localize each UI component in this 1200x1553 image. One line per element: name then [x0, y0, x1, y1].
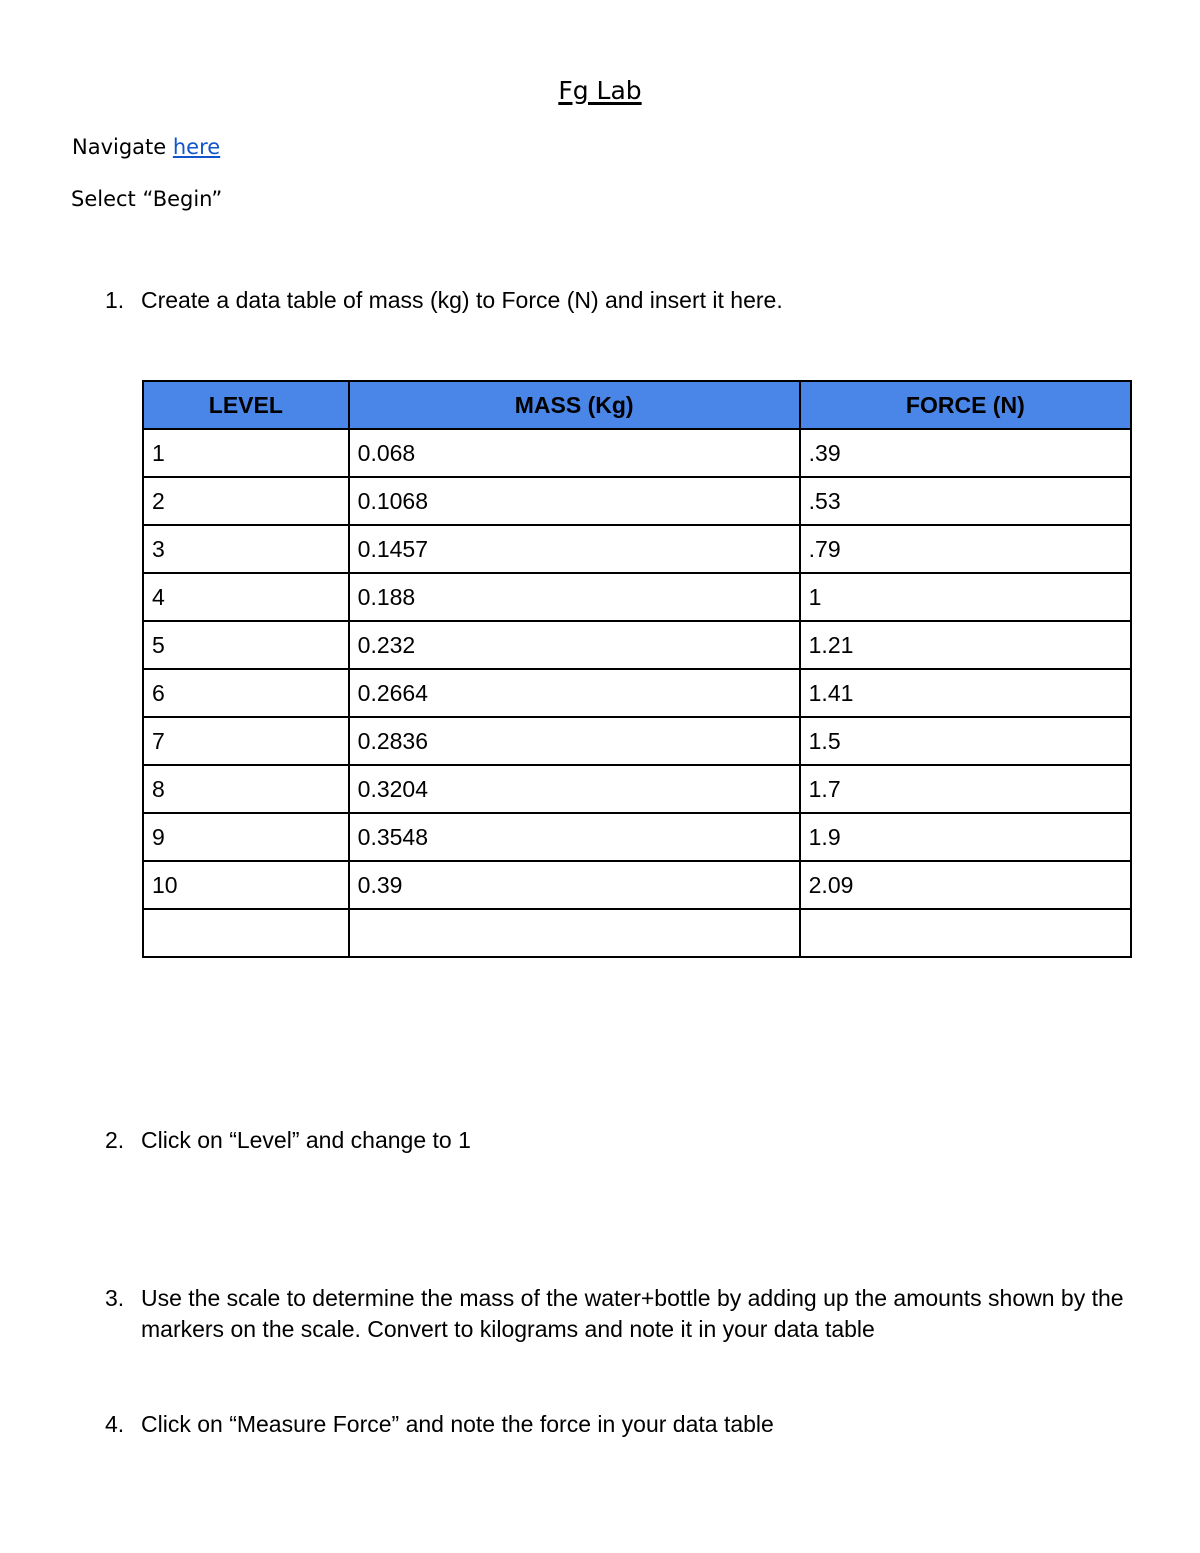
cell-level: 7 [143, 717, 349, 765]
step-4 [105, 1409, 774, 1440]
step-number: 4. [105, 1411, 125, 1437]
table-row [143, 525, 1131, 573]
cell-force [800, 909, 1131, 957]
cell-level: 10 [143, 861, 349, 909]
table-row [143, 669, 1131, 717]
step-number: 1. [105, 287, 125, 313]
navigate-line [72, 135, 220, 159]
table-header-row [143, 381, 1131, 429]
cell-mass: 0.39 [349, 861, 800, 909]
cell-force: .53 [800, 477, 1131, 525]
step-text: Create a data table of mass (kg) to Force (N) and insert it here. [141, 287, 783, 313]
table-row [143, 765, 1131, 813]
cell-mass: 0.2836 [349, 717, 800, 765]
cell-force: 2.09 [800, 861, 1131, 909]
cell-force: 1.21 [800, 621, 1131, 669]
cell-level: 8 [143, 765, 349, 813]
header-mass: MASS (Kg) [349, 381, 800, 429]
step-number: 3. [105, 1285, 125, 1311]
cell-level: 4 [143, 573, 349, 621]
step-1 [105, 285, 783, 316]
cell-level: 3 [143, 525, 349, 573]
step-2 [105, 1125, 471, 1156]
table-row [143, 717, 1131, 765]
select-begin-text: Select “Begin” [71, 187, 223, 211]
cell-force: 1 [800, 573, 1131, 621]
step-text: Click on “Level” and change to 1 [141, 1127, 471, 1153]
cell-level: 1 [143, 429, 349, 477]
cell-force: 1.9 [800, 813, 1131, 861]
cell-mass: 0.232 [349, 621, 800, 669]
cell-mass: 0.1457 [349, 525, 800, 573]
table-row [143, 813, 1131, 861]
step-text: Click on “Measure Force” and note the force in your data table [141, 1411, 774, 1437]
cell-level: 9 [143, 813, 349, 861]
cell-mass: 0.2664 [349, 669, 800, 717]
table-row [143, 573, 1131, 621]
here-link[interactable]: here [172, 135, 221, 159]
table-row [143, 429, 1131, 477]
data-table [142, 380, 1132, 958]
cell-force: .79 [800, 525, 1131, 573]
navigate-label: Navigate [72, 135, 173, 159]
cell-level: 2 [143, 477, 349, 525]
cell-force: 1.5 [800, 717, 1131, 765]
step-text: Use the scale to determine the mass of the water+bottle by adding up the amounts shown by the markers on the scale. Convert to kilograms and note it in your data table [141, 1285, 1124, 1342]
cell-force: .39 [800, 429, 1131, 477]
table-row [143, 861, 1131, 909]
cell-force: 1.41 [800, 669, 1131, 717]
table-row [143, 909, 1131, 957]
header-level: LEVEL [143, 381, 349, 429]
cell-force: 1.7 [800, 765, 1131, 813]
step-3 [105, 1283, 1124, 1342]
step-number: 2. [105, 1127, 125, 1153]
cell-level [143, 909, 349, 957]
cell-mass: 0.1068 [349, 477, 800, 525]
cell-mass: 0.3204 [349, 765, 800, 813]
page-title [0, 76, 1200, 105]
cell-mass [349, 909, 800, 957]
table-row [143, 621, 1131, 669]
cell-level: 5 [143, 621, 349, 669]
title-text: Fg Lab [558, 76, 642, 105]
cell-mass: 0.3548 [349, 813, 800, 861]
table-row [143, 477, 1131, 525]
cell-level: 6 [143, 669, 349, 717]
cell-mass: 0.188 [349, 573, 800, 621]
header-force: FORCE (N) [800, 381, 1131, 429]
cell-mass: 0.068 [349, 429, 800, 477]
